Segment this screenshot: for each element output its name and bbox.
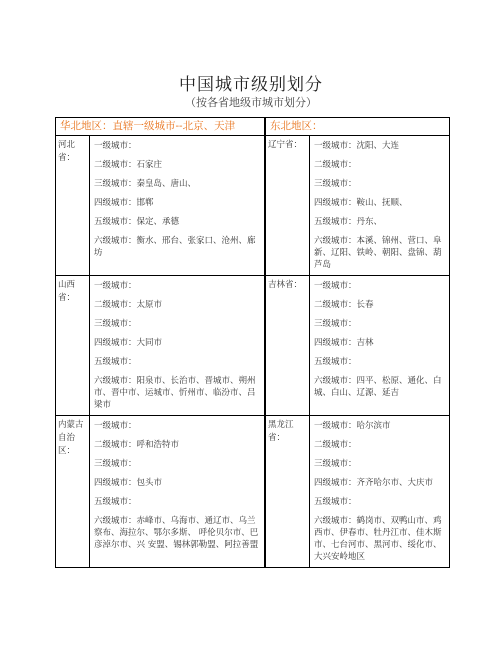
- tier-item: 二级城市：呼和浩特市: [94, 440, 180, 450]
- tier-list-hebei: [90, 136, 266, 276]
- tier-item: 五级城市：: [94, 357, 137, 367]
- document-body: [55, 117, 450, 568]
- tier-item: 一级城市：: [94, 281, 137, 291]
- table-row: [56, 136, 449, 276]
- tier-item: 一级城市：: [94, 421, 137, 431]
- tier-item: 四级城市：大同市: [94, 338, 163, 348]
- tier-item: 二级城市：: [314, 160, 357, 170]
- north-china-header: 华北地区：直辖一级城市--北京、天津: [56, 118, 266, 136]
- province-shanxi: 山西省：: [56, 276, 90, 416]
- tier-item: 二级城市：石家庄: [94, 160, 163, 170]
- province-heilongjiang: 黑龙江省：: [266, 416, 310, 567]
- tier-item: 六级城市：衡水、邢台、张家口、沧州、廊坊: [94, 236, 256, 258]
- tier-list-heilongjiang: [310, 416, 449, 567]
- tier-list-shanxi: [90, 276, 266, 416]
- tier-item: 五级城市：: [94, 497, 137, 507]
- page-title: 中国城市级别划分: [179, 75, 323, 95]
- tier-list-liaoning: [310, 136, 449, 276]
- tier-item: 一级城市：哈尔滨市: [314, 421, 391, 431]
- tier-item: 一级城市：: [314, 281, 357, 291]
- province-liaoning: 辽宁省：: [266, 136, 310, 276]
- province-hebei: 河北省：: [56, 136, 90, 276]
- tier-item: 三级城市：: [314, 179, 357, 189]
- tier-item: 三级城市：: [314, 319, 357, 329]
- tier-item: 四级城市：吉林: [314, 338, 374, 348]
- tier-list-jilin: [310, 276, 449, 416]
- tier-item: 一级城市：: [94, 141, 137, 151]
- tier-item: 五级城市：: [314, 357, 357, 367]
- northeast-header: 东北地区：: [266, 118, 449, 136]
- tier-item: 四级城市：齐齐哈尔市、大庆市: [314, 478, 434, 488]
- province-inner-mongolia: 内蒙古自治区：: [56, 416, 90, 567]
- tier-item: 四级城市：包头市: [94, 478, 163, 488]
- tier-item: 六级城市：本溪、锦州、营口、阜新、辽阳、铁岭、朝阳、盘锦、葫芦岛: [314, 236, 442, 270]
- table-row: [56, 276, 449, 416]
- tier-item: 三级城市：秦皇岛、唐山、: [94, 179, 197, 189]
- tier-item: 六级城市：四平、松原、通化、白城、白山、辽源、延吉: [314, 376, 442, 398]
- tier-list-inner-mongolia: [90, 416, 266, 567]
- tier-item: 五级城市：: [314, 497, 357, 507]
- tier-item: 五级城市：保定、承德: [94, 217, 180, 227]
- tier-item: 一级城市：沈阳、大连: [314, 141, 400, 151]
- tier-item: 二级城市：: [314, 440, 357, 450]
- tier-item: 六级城市：赤峰市、乌海市、通辽市、乌兰察布、海拉尔、鄂尔多斯、 呼伦贝尔市、巴彦淖尔市、兴 安盟、锡林郭勒盟、阿拉善盟: [94, 516, 259, 550]
- table-header-row: [56, 118, 449, 136]
- province-jilin: 吉林省：: [266, 276, 310, 416]
- table-row: [56, 416, 449, 567]
- tier-item: 五级城市：丹东、: [314, 217, 383, 227]
- tier-item: 六级城市：鹤岗市、双鸭山市、鸡西市、伊春市、牡丹江市、佳木斯市、七台河市、黑河市、绥化市、大兴安岭地区: [314, 516, 442, 562]
- city-tier-table: [55, 117, 450, 568]
- tier-item: 六级城市：阳泉市、长治市、晋城市、朔州市、晋中市、运城市、忻州市、临汾市、吕梁市: [94, 376, 256, 410]
- tier-item: 三级城市：: [94, 459, 137, 469]
- page-subtitle: （按各省地级市城市划分）: [185, 96, 317, 109]
- tier-item: 二级城市：长春: [314, 300, 374, 310]
- tier-item: 四级城市：鞍山、抚顺、: [314, 198, 408, 208]
- tier-item: 四级城市：邯郸: [94, 198, 154, 208]
- tier-item: 二级城市：太原市: [94, 300, 163, 310]
- tier-item: 三级城市：: [94, 319, 137, 329]
- tier-item: 三级城市：: [314, 459, 357, 469]
